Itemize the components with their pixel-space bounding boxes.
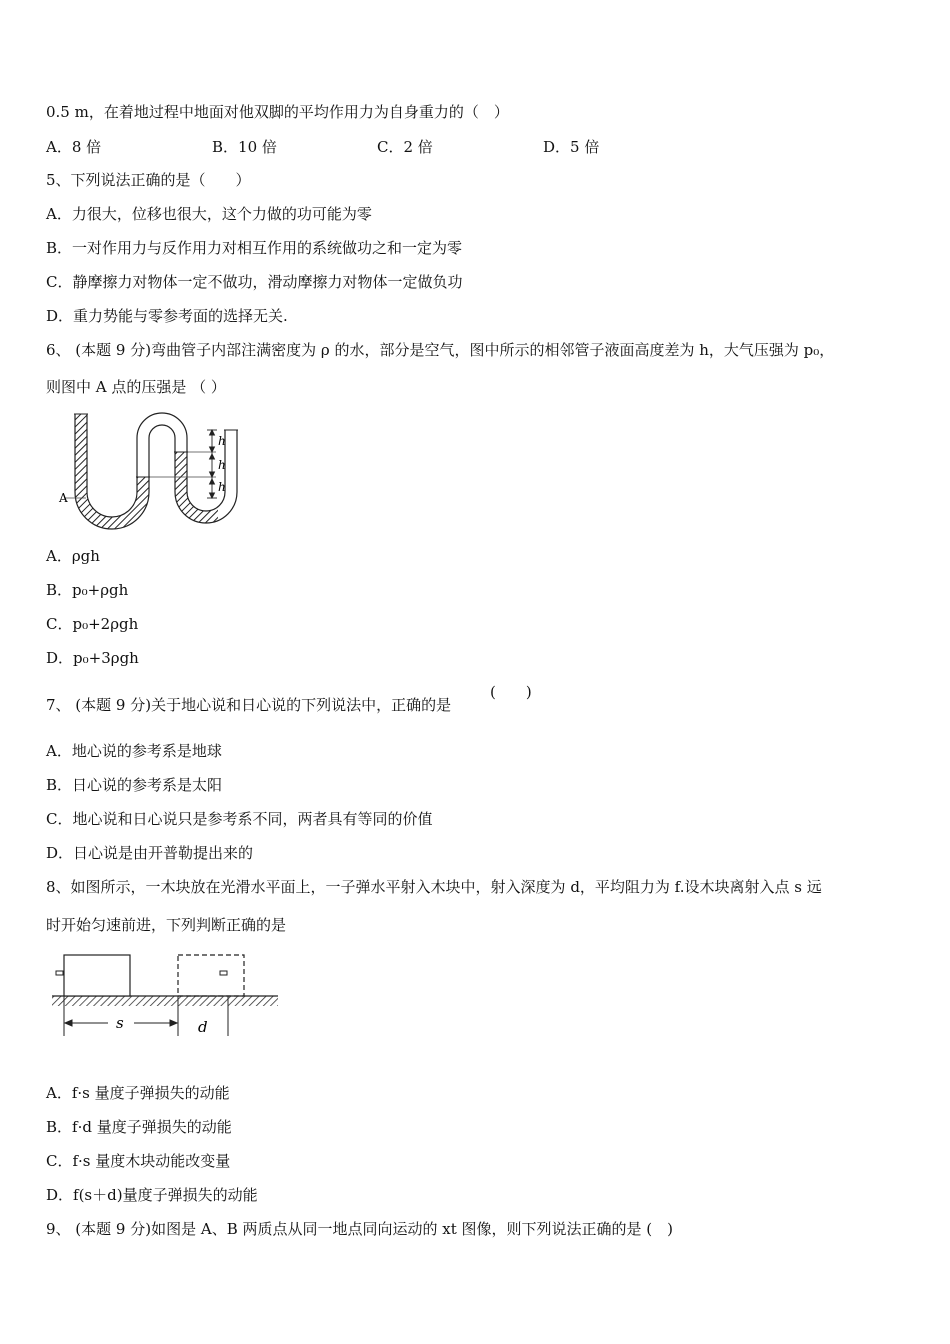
height-dimensions: [207, 430, 217, 498]
q5-option-d: D．重力势能与零参考面的选择无关.: [46, 307, 288, 325]
block-final: [178, 955, 244, 996]
q5-option-c: C．静摩擦力对物体一定不做功，滑动摩擦力对物体一定做负功: [46, 273, 463, 291]
q6-stem-line1: 6、 (本题 9 分)弯曲管子内部注满密度为 ρ 的水，部分是空气，图中所示的相邻管子液面高度差为 h，大气压强为 p₀，: [46, 341, 835, 359]
q7-option-c: C．地心说和日心说只是参考系不同，两者具有等同的价值: [46, 810, 433, 828]
q4-option-d: D．5 倍: [543, 138, 600, 156]
tube-inner-wall: [87, 413, 225, 517]
q8-stem-line2: 时开始匀速前进，下列判断正确的是: [46, 916, 287, 934]
q7-option-a: A．地心说的参考系是地球: [46, 742, 222, 760]
q8-option-d: D．f(s＋d)量度子弹损失的动能: [46, 1186, 258, 1204]
bullet-block-figure: [50, 950, 280, 1042]
ground: [52, 996, 278, 1006]
q8-stem-line1: 8、如图所示，一木块放在光滑水平面上，一子弹水平射入木块中，射入深度为 d，平均阻力为 f.设木块离射入点 s 远: [46, 878, 822, 896]
q6-option-b: B．p₀+ρgh: [46, 581, 129, 599]
q5-option-b: B．一对作用力与反作用力对相互作用的系统做功之和一定为零: [46, 239, 463, 257]
q6-option-d: D．p₀+3ρgh: [46, 649, 139, 667]
q7-stem: 7、 (本题 9 分)关于地心说和日心说的下列说法中，正确的是: [46, 696, 452, 714]
h-label-3: h: [218, 480, 226, 494]
q8-option-a: A．f·s 量度子弹损失的动能: [46, 1084, 230, 1102]
bullet-initial: [56, 971, 63, 975]
q6-stem-line2: 则图中 A 点的压强是 （ ）: [46, 378, 226, 396]
q6-option-a: A．ρgh: [46, 547, 100, 565]
bullet-final: [220, 971, 227, 975]
q4-option-b: B．10 倍: [212, 138, 277, 156]
q4-option-c: C．2 倍: [377, 138, 433, 156]
q8-option-b: B．f·d 量度子弹损失的动能: [46, 1118, 232, 1136]
q8-option-c: C．f·s 量度木块动能改变量: [46, 1152, 231, 1170]
s-label: s: [116, 1014, 124, 1032]
q4-options: [46, 136, 906, 156]
q7-option-b: B．日心说的参考系是太阳: [46, 776, 223, 794]
q9-stem: 9、 (本题 9 分)如图是 A、B 两质点从同一地点同向运动的 xt 图像，则下列说法正确的是 ( ): [46, 1220, 673, 1238]
q5-stem: 5、下列说法正确的是（ ）: [46, 171, 251, 189]
q4-stem-tail: 0.5 m，在着地过程中地面对他双脚的平均作用力为自身重力的（ ）: [46, 103, 509, 121]
d-label: d: [198, 1018, 208, 1036]
block-initial: [64, 955, 130, 996]
q7-option-d: D．日心说是由开普勒提出来的: [46, 844, 254, 862]
q7-paren: ( ): [490, 683, 532, 701]
h-label-1: h: [218, 434, 226, 448]
u-tube-figure: [56, 410, 238, 532]
q6-option-c: C．p₀+2ρgh: [46, 615, 139, 633]
q5-option-a: A．力很大，位移也很大，这个力做的功可能为零: [46, 205, 372, 223]
q4-option-a: A．8 倍: [46, 138, 102, 156]
h-label-2: h: [218, 458, 226, 472]
point-a-label: A: [59, 491, 68, 505]
